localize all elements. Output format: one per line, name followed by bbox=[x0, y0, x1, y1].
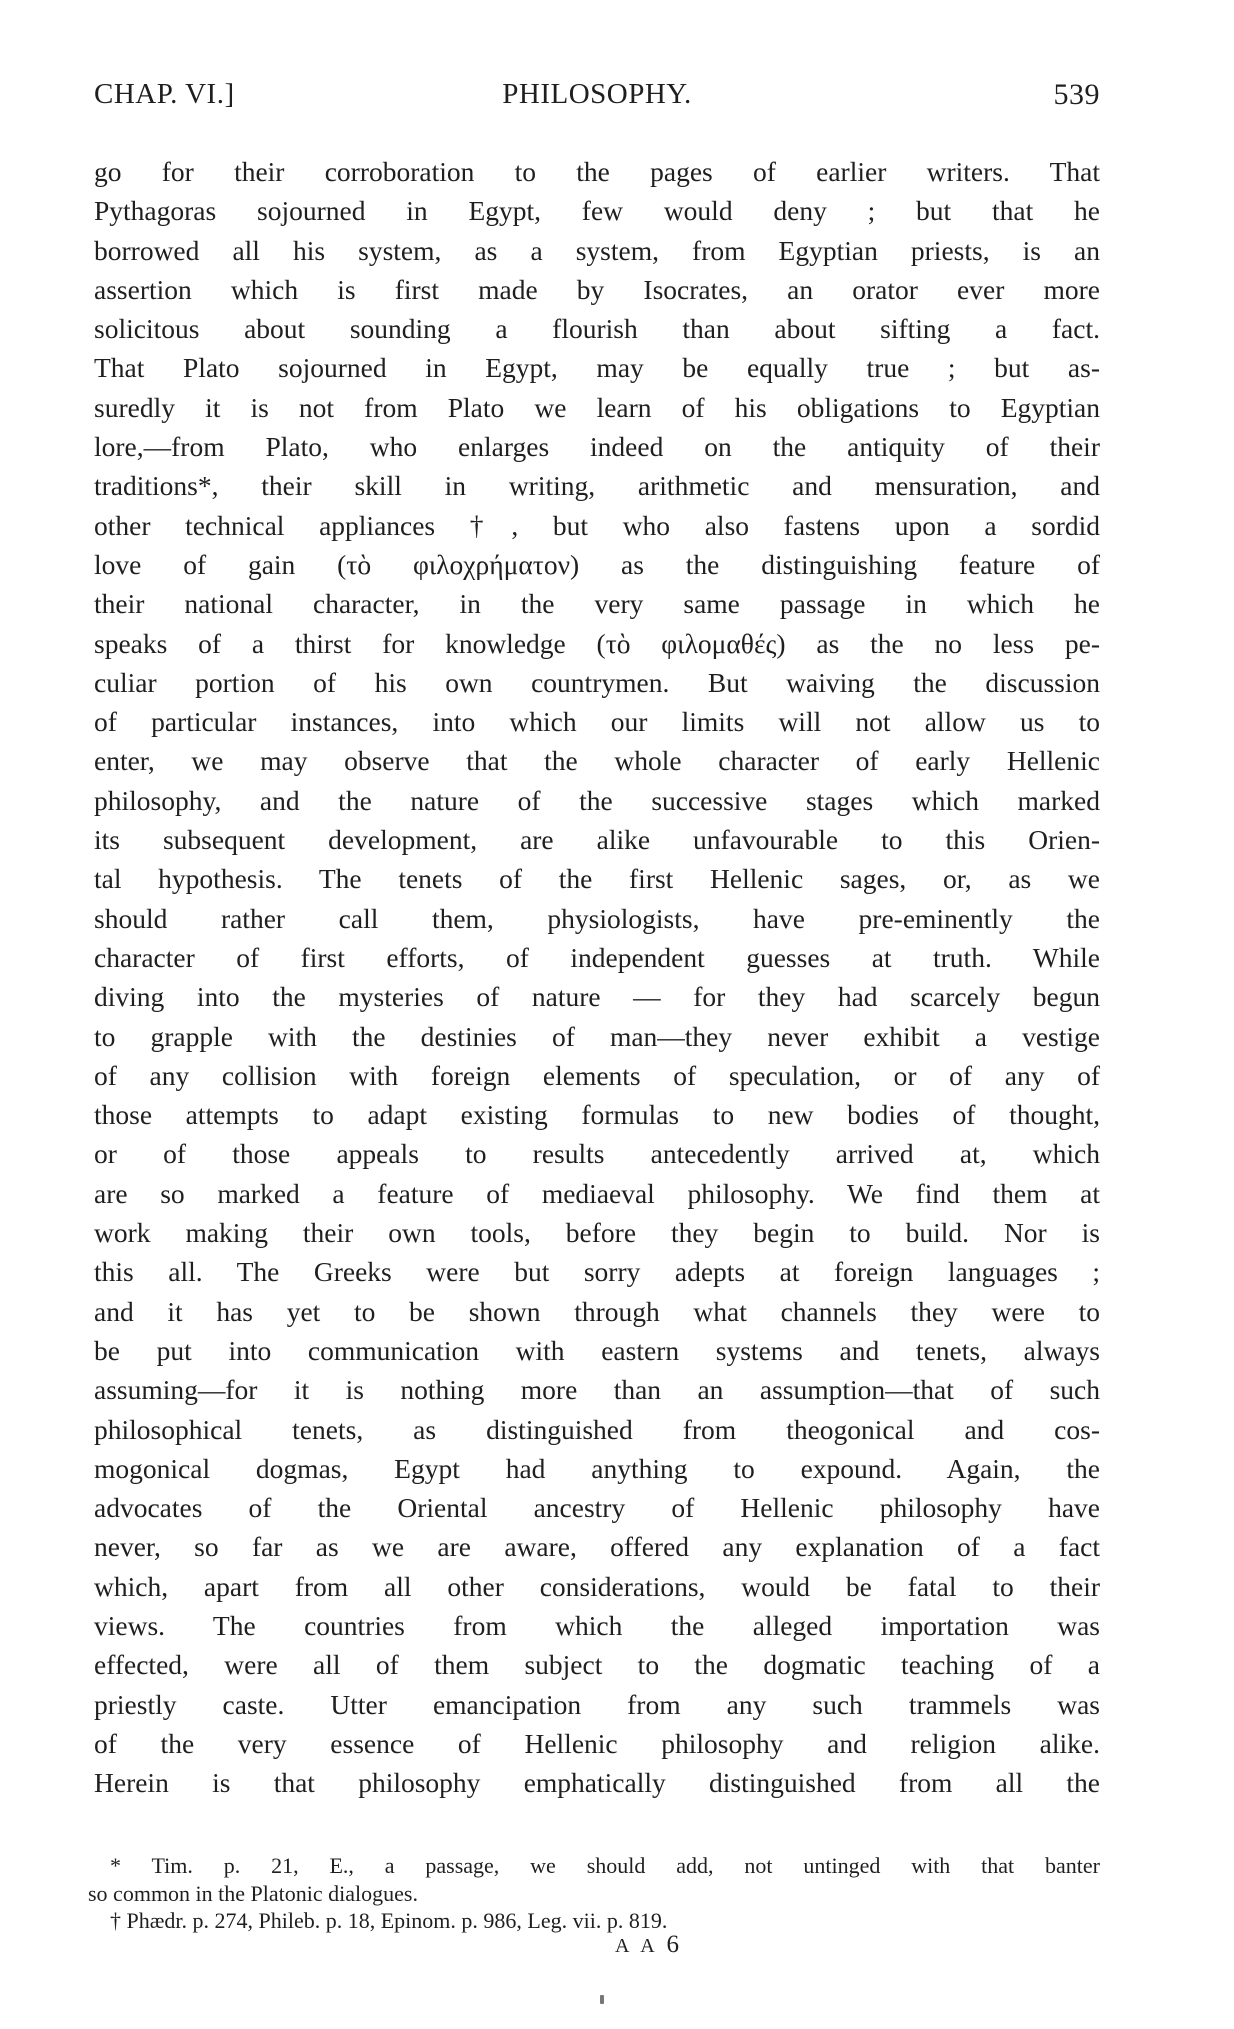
text-line: Herein is that philosophy emphatically distinguished from all the bbox=[94, 1767, 1100, 1799]
signature-number: 6 bbox=[666, 1931, 680, 1958]
footnote-line: so common in the Platonic dialogues. bbox=[88, 1880, 418, 1906]
text-line: their national character, in the very same passage in which he bbox=[94, 588, 1100, 620]
text-line: That Plato sojourned in Egypt, may be equally true ; but as- bbox=[94, 352, 1100, 384]
text-line: tal hypothesis. The tenets of the first Hellenic sages, or, as we bbox=[94, 863, 1100, 895]
text-line: those attempts to adapt existing formulas to new bodies of thought, bbox=[94, 1099, 1100, 1131]
text-line: to grapple with the destinies of man—they never exhibit a vestige bbox=[94, 1020, 1100, 1052]
text-line: other technical appliances †, but who also fastens upon a sordid bbox=[94, 509, 1100, 541]
text-line: traditions*, their skill in writing, arithmetic and mensuration, and bbox=[94, 470, 1100, 502]
running-title: PHILOSOPHY. bbox=[502, 78, 692, 110]
text-line: of any collision with foreign elements of speculation, or of any of bbox=[94, 1059, 1100, 1091]
text-line: views. The countries from which the alleged importation was bbox=[94, 1609, 1100, 1641]
ink-mark bbox=[600, 1995, 604, 2004]
text-line: assertion which is first made by Isocrates, an orator ever more bbox=[94, 273, 1100, 305]
printer-signature bbox=[0, 1931, 1234, 1959]
text-line: Pythagoras sojourned in Egypt, few would deny ; but that he bbox=[94, 195, 1100, 227]
text-line: suredly it is not from Plato we learn of his obligations to Egyptian bbox=[94, 391, 1100, 423]
text-line: assuming—for it is nothing more than an assumption—that of such bbox=[94, 1374, 1100, 1406]
text-line: which, apart from all other considerations, would be fatal to their bbox=[94, 1570, 1100, 1602]
footnotes bbox=[88, 1852, 1100, 1935]
text-line: mogonical dogmas, Egypt had anything to expound. Again, the bbox=[94, 1452, 1100, 1484]
text-line: or of those appeals to results antecedently arrived at, which bbox=[94, 1138, 1100, 1170]
text-line: enter, we may observe that the whole character of early Hellenic bbox=[94, 745, 1100, 777]
text-line: never, so far as we are aware, offered any explanation of a fact bbox=[94, 1531, 1100, 1563]
text-line: should rather call them, physiologists, have pre-eminently the bbox=[94, 902, 1100, 934]
text-line: diving into the mysteries of nature — for they had scarcely begun bbox=[94, 981, 1100, 1013]
text-line: go for their corroboration to the pages of earlier writers. That bbox=[94, 156, 1100, 187]
text-line: of the very essence of Hellenic philosophy and religion alike. bbox=[94, 1727, 1100, 1759]
running-header bbox=[94, 78, 1100, 118]
text-line: its subsequent development, are alike unfavourable to this Orien- bbox=[94, 824, 1100, 856]
body-text bbox=[94, 152, 1100, 1802]
text-line: and it has yet to be shown through what channels they were to bbox=[94, 1295, 1100, 1327]
page-number: 539 bbox=[1053, 78, 1100, 111]
footnote-line: * Tim. p. 21, E., a passage, we should add, not untinged with that banter bbox=[110, 1853, 1100, 1878]
text-line: love of gain (τὸ φιλοχρήματον) as the distinguishing feature of bbox=[94, 548, 1100, 580]
text-line: character of first efforts, of independent guesses at truth. While bbox=[94, 941, 1100, 973]
signature-letters: A A bbox=[614, 1935, 658, 1957]
text-line: philosophy, and the nature of the successive stages which marked bbox=[94, 784, 1100, 816]
text-line: effected, were all of them subject to the dogmatic teaching of a bbox=[94, 1649, 1100, 1681]
text-line: are so marked a feature of mediaeval philosophy. We find them at bbox=[94, 1177, 1100, 1209]
text-line: borrowed all his system, as a system, from Egyptian priests, is an bbox=[94, 234, 1100, 266]
text-line: speaks of a thirst for knowledge (τὸ φιλομαθές) as the no less pe- bbox=[94, 627, 1100, 659]
footnote-line: † Phædr. p. 274, Phileb. p. 18, Epinom. p. 986, Leg. vii. p. 819. bbox=[110, 1908, 668, 1933]
text-line: of particular instances, into which our limits will not allow us to bbox=[94, 706, 1100, 738]
text-line: philosophical tenets, as distinguished from theogonical and cos- bbox=[94, 1413, 1100, 1445]
chapter-label: CHAP. VI.] bbox=[94, 78, 235, 110]
text-line: lore,—from Plato, who enlarges indeed on the antiquity of their bbox=[94, 431, 1100, 463]
text-line: this all. The Greeks were but sorry adepts at foreign languages ; bbox=[94, 1256, 1100, 1288]
text-line: priestly caste. Utter emancipation from any such trammels was bbox=[94, 1688, 1100, 1720]
text-line: be put into communication with eastern systems and tenets, always bbox=[94, 1334, 1100, 1366]
text-line: solicitous about sounding a flourish than about sifting a fact. bbox=[94, 313, 1100, 345]
text-line: advocates of the Oriental ancestry of Hellenic philosophy have bbox=[94, 1492, 1100, 1524]
text-line: culiar portion of his own countrymen. But waiving the discussion bbox=[94, 666, 1100, 698]
text-line: work making their own tools, before they begin to build. Nor is bbox=[94, 1217, 1100, 1249]
